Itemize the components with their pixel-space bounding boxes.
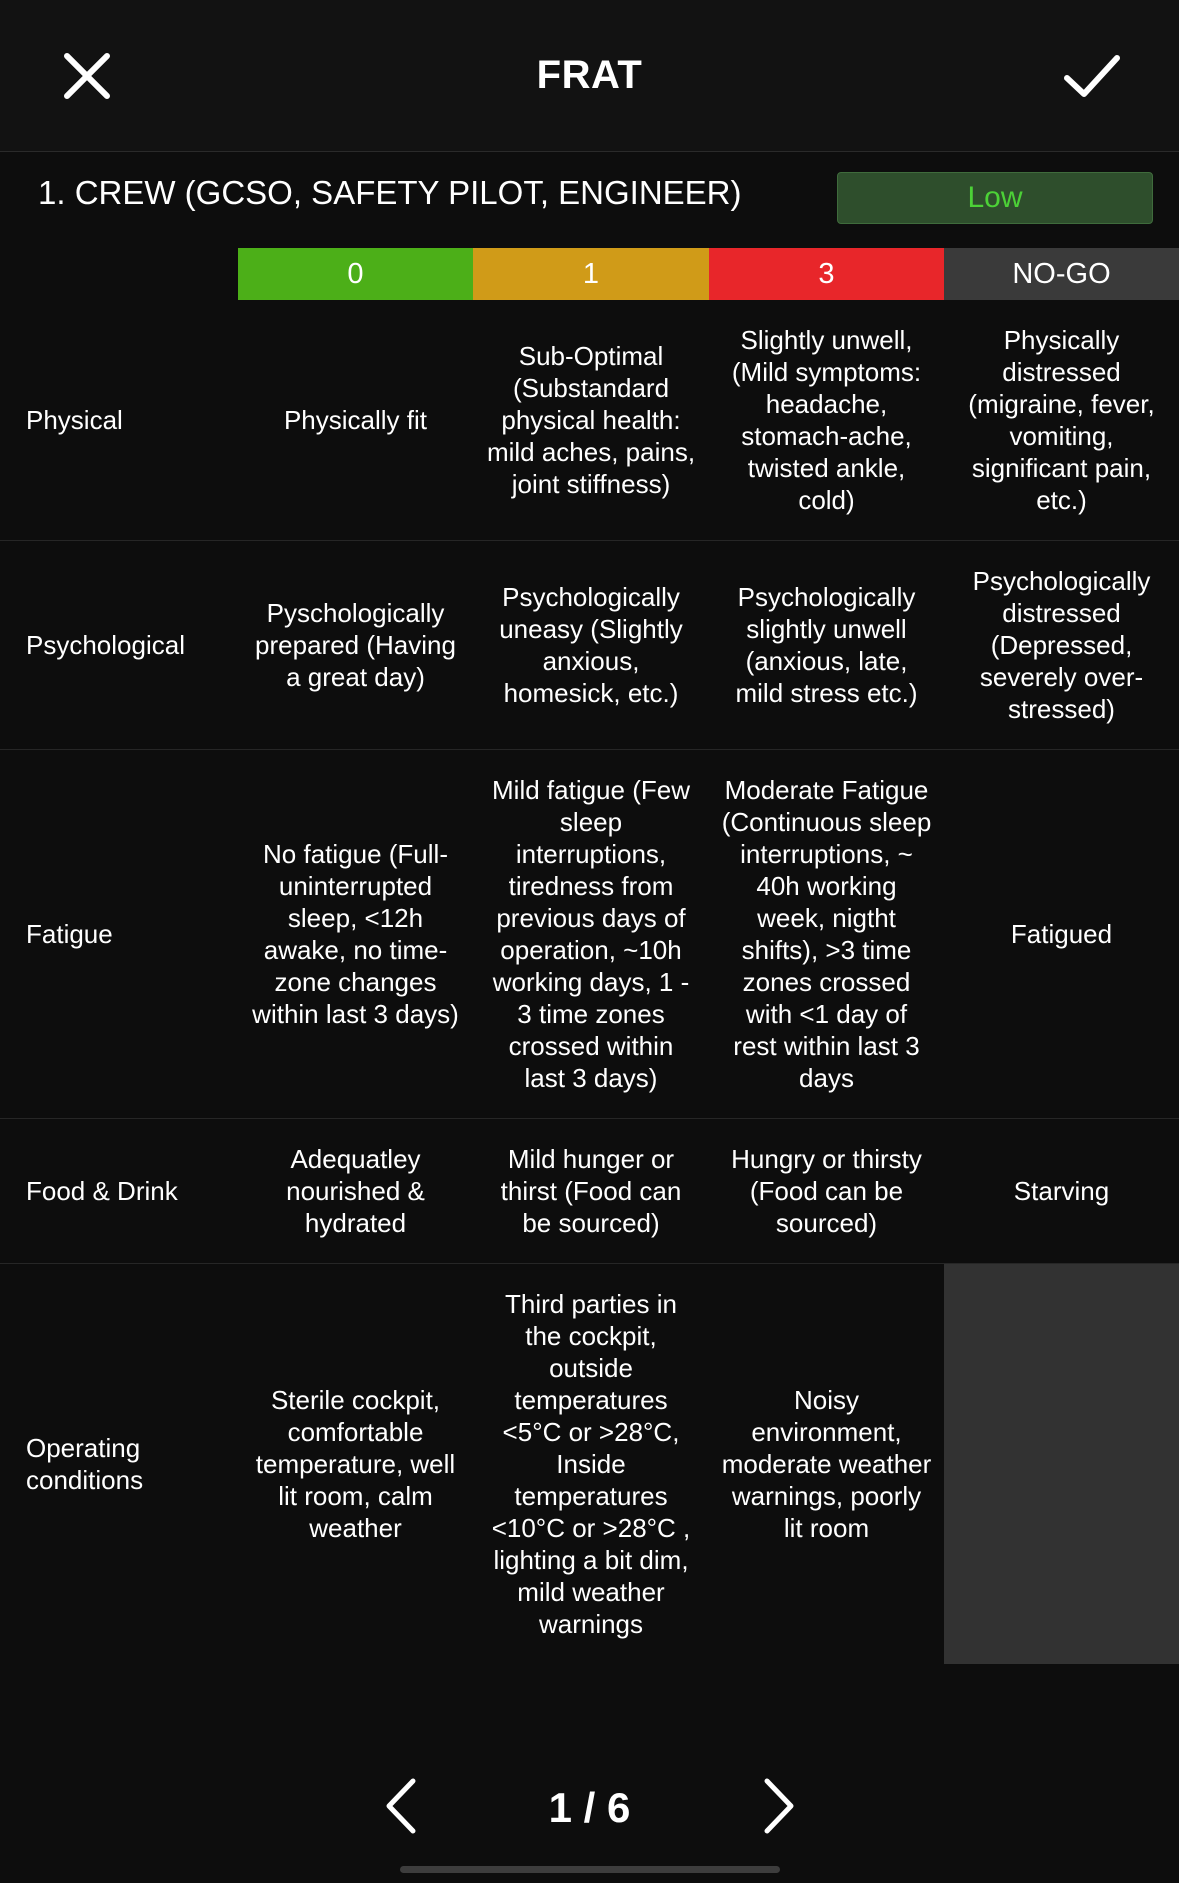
cell-fatigue-3[interactable]: Moderate Fatigue (Continuous sleep interruptions, ~ 40h working week, nigtht shifts), >3 time zones crossed with <1 day of rest within last 3 days [709,750,944,1119]
table-row [0,1264,1179,1665]
cell-fatigue-1[interactable]: Mild fatigue (Few sleep interruptions, tiredness from previous days of operation, ~10h working days, 1 - 3 time zones crossed within last 3 days) [473,750,709,1119]
cell-operating-conditions-0[interactable]: Sterile cockpit, comfortable temperature, well lit room, calm weather [238,1264,473,1665]
cell-physical-nogo[interactable]: Physically distressed (migraine, fever, vomiting, significant pain, etc.) [968,325,1155,515]
table-row [0,1119,1179,1264]
cell-psychological-3[interactable]: Psychologically slightly unwell (anxious, late, mild stress etc.) [709,541,944,750]
table-body [0,300,1179,1664]
row-label-food-drink: Food & Drink [0,1119,238,1264]
table-row [0,300,1179,541]
next-page-button[interactable] [747,1773,807,1843]
cell-food-drink-3[interactable]: Hungry or thirsty (Food can be sourced) [709,1119,944,1264]
header-cell-nogo: NO-GO [944,248,1179,300]
table-row [0,750,1179,1119]
table-header-row [0,248,1179,300]
close-icon [59,48,115,104]
section-header [0,152,1179,248]
check-icon [1061,48,1123,104]
close-button[interactable] [52,41,122,111]
row-label-operating-conditions: Operating conditions [0,1264,238,1665]
home-indicator [400,1866,780,1873]
cell-physical-1[interactable]: Sub-Optimal (Substandard physical health: mild aches, pains, joint stiffness) [486,341,696,499]
cell-psychological-0[interactable]: Pyschologically prepared (Having a great day) [238,541,473,750]
previous-page-button[interactable] [373,1773,433,1843]
row-label-physical: Physical [26,405,123,435]
cell-fatigue-nogo[interactable]: Fatigued [944,750,1179,1119]
pagination-bar [0,1733,1179,1883]
frat-table [0,248,1179,1664]
page-title: FRAT [536,53,643,97]
header-cell-score-0: 0 [238,248,473,300]
header-cell-score-3: 3 [709,248,944,300]
header-cell-blank [0,248,238,300]
frat-table-container[interactable] [0,248,1179,1733]
page-indicator: 1 / 6 [548,1784,631,1831]
cell-operating-conditions-3[interactable]: Noisy environment, moderate weather warnings, poorly lit room [709,1264,944,1665]
header-cell-score-1: 1 [473,248,709,300]
chevron-right-icon [755,1775,799,1842]
top-bar [0,0,1179,152]
section-title: 1. CREW (GCSO, SAFETY PILOT, ENGINEER) [38,174,742,211]
cell-operating-conditions-1[interactable]: Third parties in the cockpit, outside temperatures <5°C or >28°C, Inside temperatures <10°C or >28°C , lighting a bit dim, mild weather warnings [473,1264,709,1665]
table-row [0,541,1179,750]
cell-operating-conditions-nogo[interactable] [944,1264,1179,1665]
confirm-button[interactable] [1057,41,1127,111]
cell-food-drink-0[interactable]: Adequatley nourished & hydrated [238,1119,473,1264]
cell-physical-0[interactable]: Physically fit [283,405,428,435]
cell-psychological-1[interactable]: Psychologically uneasy (Slightly anxious, homesick, etc.) [473,541,709,750]
cell-food-drink-nogo[interactable]: Starving [944,1119,1179,1264]
cell-fatigue-0[interactable]: No fatigue (Full-uninterrupted sleep, <12h awake, no time-zone changes within last 3 days) [238,750,473,1119]
chevron-left-icon [381,1775,425,1842]
risk-level-badge[interactable]: Low [837,172,1153,224]
cell-food-drink-1[interactable]: Mild hunger or thirst (Food can be sourced) [473,1119,709,1264]
row-label-psychological: Psychological [0,541,238,750]
row-label-fatigue: Fatigue [0,750,238,1119]
cell-physical-3[interactable]: Slightly unwell, (Mild symptoms: headache, stomach-ache, twisted ankle, cold) [731,325,922,515]
cell-psychological-nogo[interactable]: Psychologically distressed (Depressed, severely over-stressed) [944,541,1179,750]
